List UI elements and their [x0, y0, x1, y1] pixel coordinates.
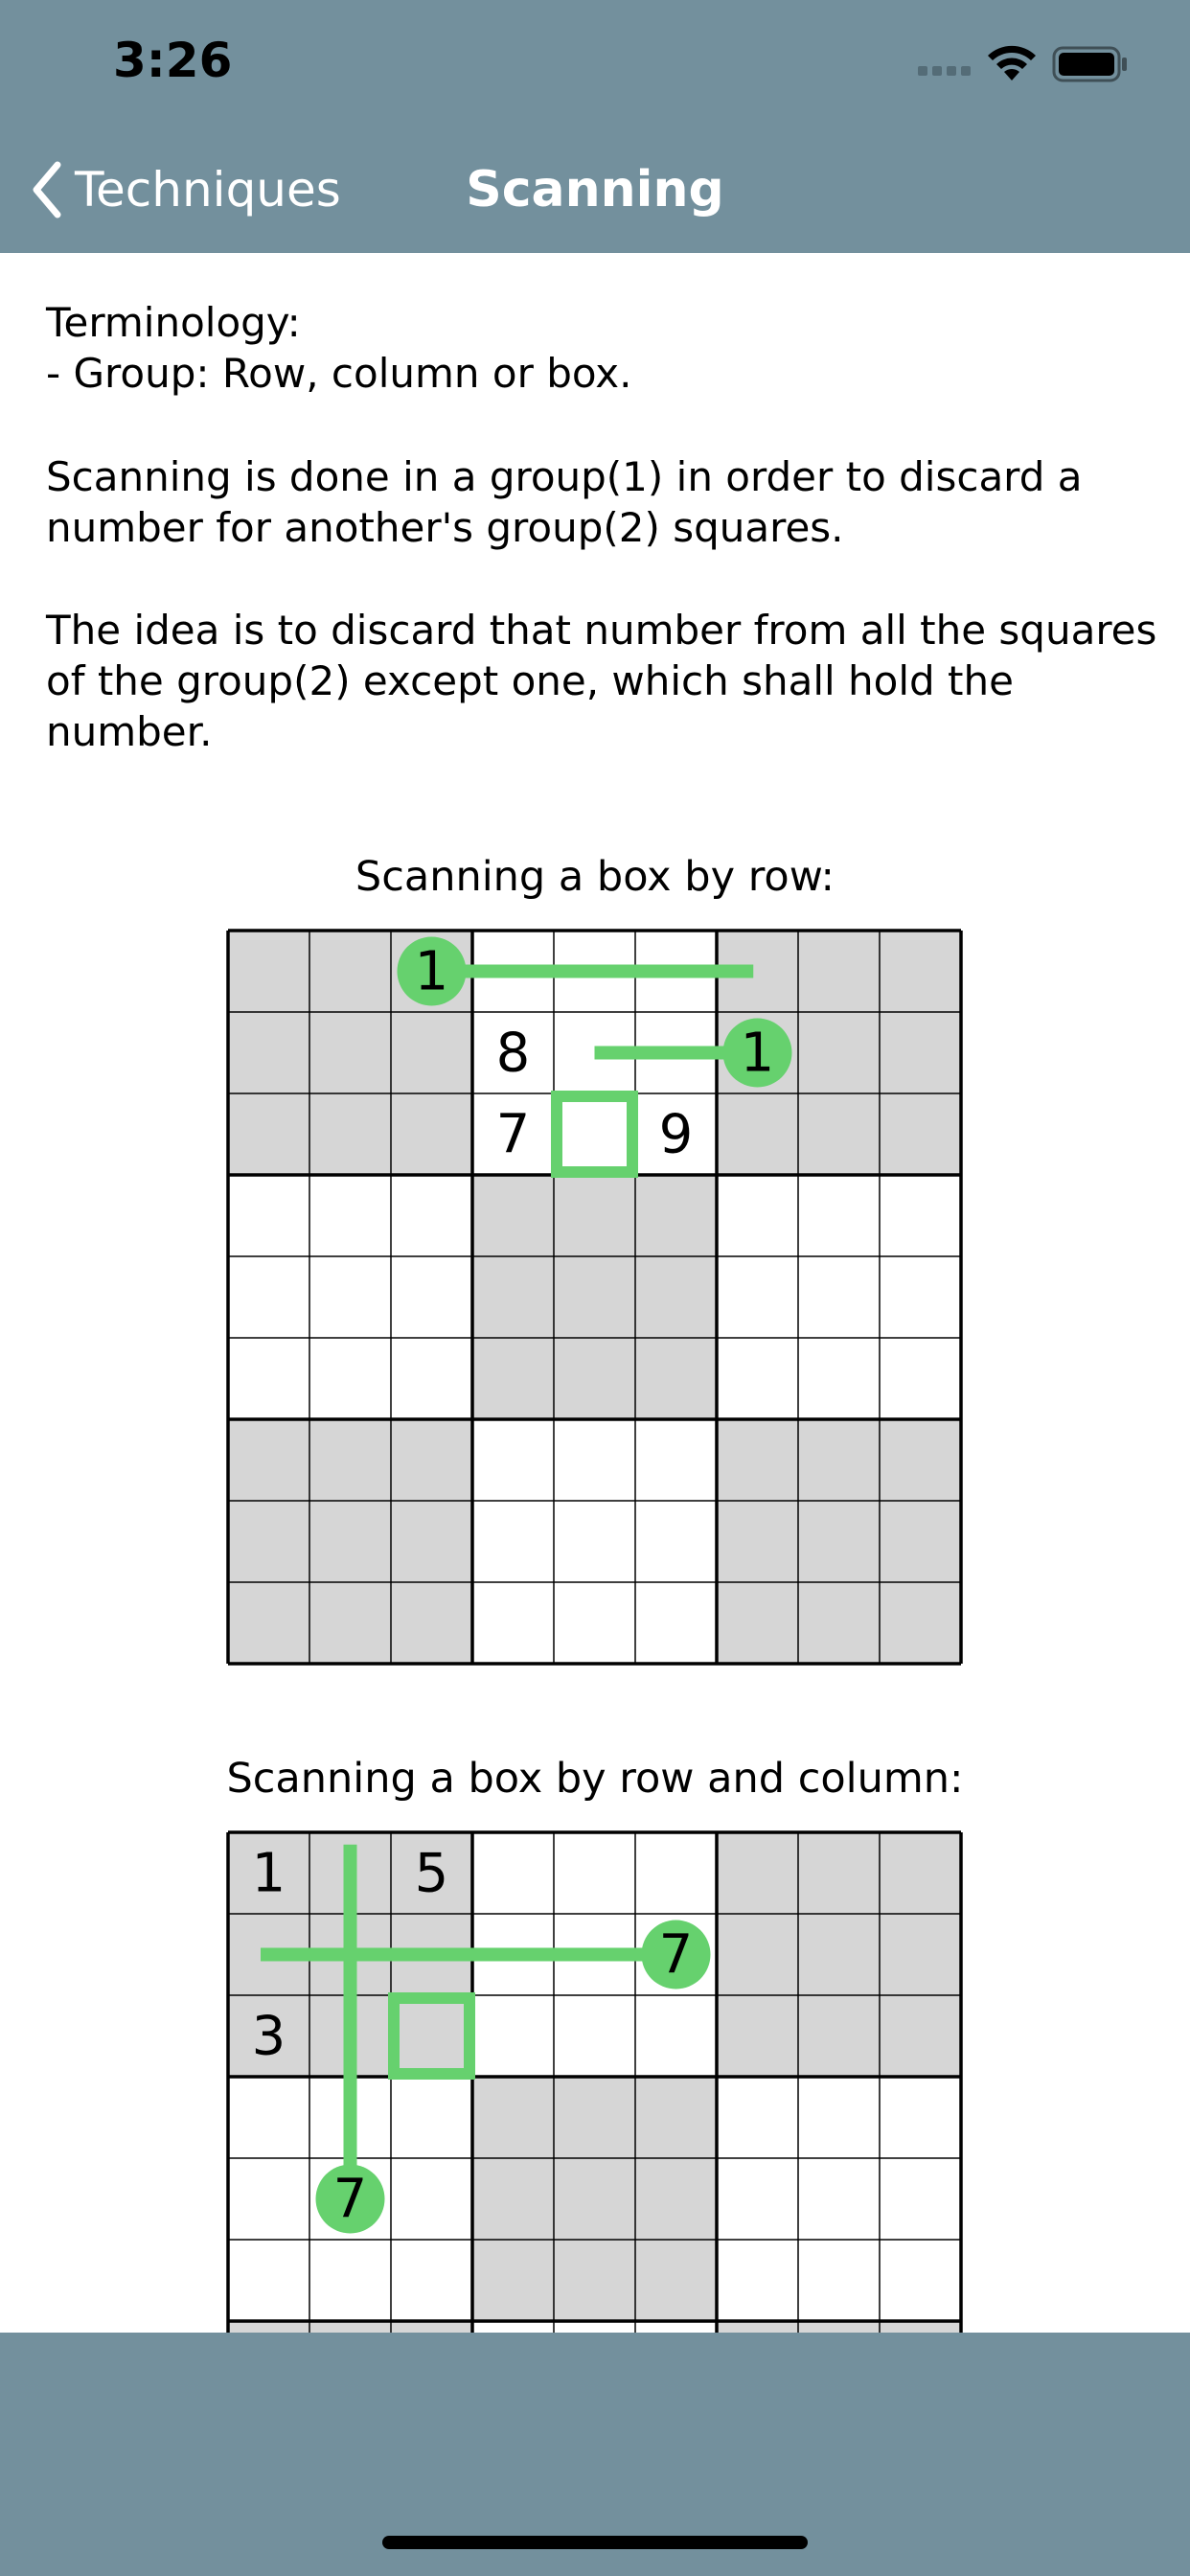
back-button-label: Techniques — [75, 162, 341, 218]
status-bar — [0, 0, 1190, 126]
home-indicator[interactable] — [382, 2536, 808, 2549]
circle-digit: 7 — [658, 1923, 694, 1987]
scanning-description: Scanning is done in a group(1) in order to discard a number for another's group(2) squares. — [46, 453, 1083, 551]
cell-digit: 9 — [658, 1103, 694, 1166]
cell-digit: 8 — [495, 1022, 531, 1085]
sudoku-box — [472, 1175, 717, 1419]
page-title: Scanning — [466, 161, 724, 218]
scanning-idea: The idea is to discard that number from all the squares of the group(2) except one, which shall hold the number. — [46, 607, 1157, 755]
cell-digit: 1 — [251, 1842, 286, 1905]
diagram-1-caption: Scanning a box by row: — [355, 853, 835, 901]
sudoku-box — [717, 1175, 961, 1419]
sudoku-diagram-box-by-row-and-column — [226, 1830, 964, 2333]
circle-digit: 1 — [740, 1022, 775, 1085]
cell-digit: 3 — [251, 2005, 286, 2068]
wifi-icon — [985, 42, 1039, 86]
sudoku-box — [717, 2321, 961, 2333]
sudoku-box — [717, 2077, 961, 2321]
diagram-2-caption: Scanning a box by row and column: — [226, 1755, 964, 1803]
sudoku-box — [228, 2321, 472, 2333]
circle-digit: 7 — [332, 2168, 368, 2231]
circle-digit: 1 — [414, 940, 449, 1003]
sudoku-box — [717, 1832, 961, 2077]
navigation-bar — [0, 126, 1190, 253]
terminology-text: Terminology: - Group: Row, column or box. — [46, 299, 632, 397]
sudoku-box — [472, 2321, 717, 2333]
sudoku-box — [228, 1419, 472, 1664]
sudoku-diagram-box-by-row — [226, 929, 964, 1667]
sudoku-box — [472, 1419, 717, 1664]
sudoku-box — [472, 2077, 717, 2321]
sudoku-box — [717, 1419, 961, 1664]
cell-digit: 7 — [495, 1103, 531, 1166]
content-scroll-view[interactable] — [0, 253, 1190, 2333]
cell-digit: 5 — [414, 1842, 449, 1905]
battery-icon — [1052, 46, 1129, 86]
status-time: 3:26 — [113, 33, 233, 88]
cellular-signal-icon — [918, 63, 975, 81]
sudoku-box — [228, 1175, 472, 1419]
